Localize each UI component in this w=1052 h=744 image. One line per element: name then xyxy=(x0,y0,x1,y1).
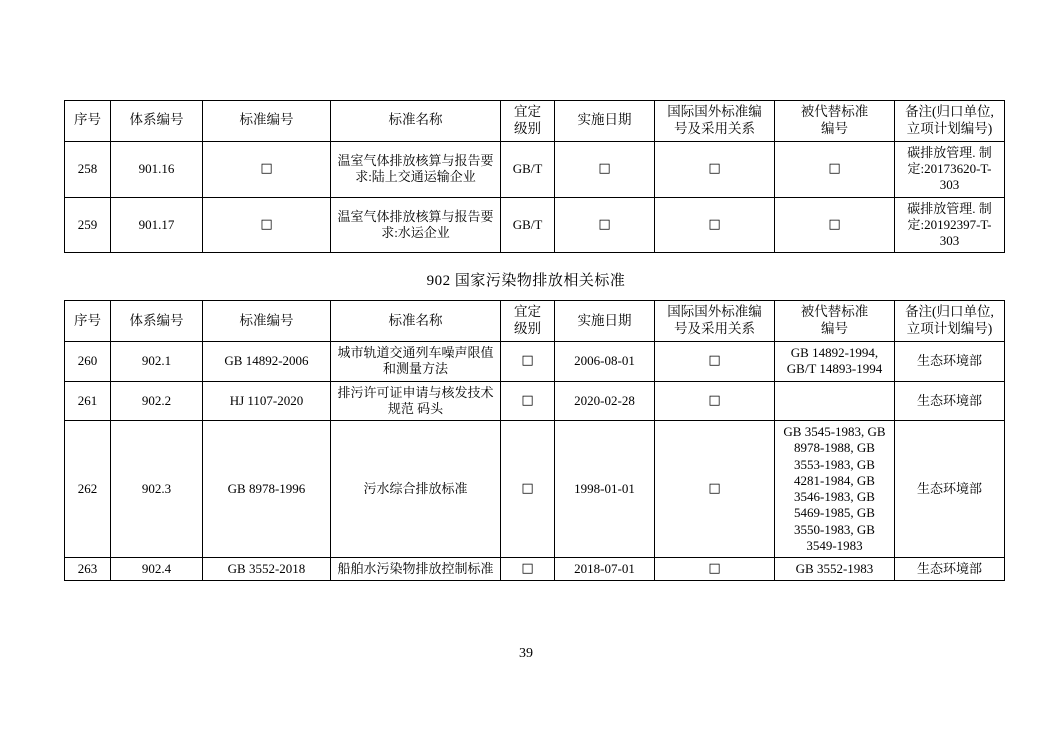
cell-level: □ xyxy=(501,342,555,382)
cell-international: □ xyxy=(655,342,775,382)
cell-system-no: 902.1 xyxy=(111,342,203,382)
header-implement-date: 实施日期 xyxy=(555,101,655,142)
cell-standard-no: GB 14892-2006 xyxy=(203,342,331,382)
cell-standard-name: 城市轨道交通列车噪声限值和测量方法 xyxy=(331,342,501,382)
header-system-no: 体系编号 xyxy=(111,101,203,142)
header-replaced xyxy=(775,101,895,142)
header-international-line1: 国际国外标准编 xyxy=(667,304,762,320)
cell-system-no: 902.4 xyxy=(111,558,203,581)
header-international-line2: 号及采用关系 xyxy=(674,321,755,337)
standards-table-bottom xyxy=(64,300,1005,581)
header-seq: 序号 xyxy=(65,301,111,342)
header-implement-date: 实施日期 xyxy=(555,301,655,342)
header-level-line1: 宜定 xyxy=(514,104,541,119)
cell-international: □ xyxy=(655,197,775,253)
cell-replaced: □ xyxy=(775,141,895,197)
cell-seq: 261 xyxy=(65,381,111,421)
header-replaced xyxy=(775,301,895,342)
header-level xyxy=(501,301,555,342)
cell-replaced: GB 3552-1983 xyxy=(775,558,895,581)
cell-replaced: GB 14892-1994, GB/T 14893-1994 xyxy=(775,342,895,382)
cell-standard-name: 船舶水污染物排放控制标准 xyxy=(331,558,501,581)
cell-level: □ xyxy=(501,558,555,581)
header-level-line2: 级别 xyxy=(514,120,541,136)
header-replaced-line1: 被代替标准 xyxy=(800,104,869,119)
cell-implement-date: 2006-08-01 xyxy=(555,342,655,382)
header-standard-name: 标准名称 xyxy=(331,101,501,142)
cell-system-no: 901.17 xyxy=(111,197,203,253)
table-row xyxy=(65,141,1005,197)
header-level-line2: 级别 xyxy=(514,321,541,337)
cell-standard-no: HJ 1107-2020 xyxy=(203,381,331,421)
cell-note: 生态环境部 xyxy=(895,342,1005,382)
cell-note: 生态环境部 xyxy=(895,421,1005,558)
header-note-line2: 立项计划编号) xyxy=(906,120,993,136)
cell-seq: 262 xyxy=(65,421,111,558)
cell-international: □ xyxy=(655,381,775,421)
cell-system-no: 901.16 xyxy=(111,141,203,197)
cell-implement-date: 2020-02-28 xyxy=(555,381,655,421)
header-international xyxy=(655,101,775,142)
page-number: 39 xyxy=(519,646,533,661)
header-standard-name: 标准名称 xyxy=(331,301,501,342)
cell-replaced: GB 3545-1983, GB 8978-1988, GB 3553-1983, GB 4281-1984, GB 3546-1983, GB 5469-1985, GB 3550-1983, GB 3549-1983 xyxy=(775,421,895,558)
cell-seq: 259 xyxy=(65,197,111,253)
cell-implement-date: □ xyxy=(555,197,655,253)
cell-standard-no: GB 8978-1996 xyxy=(203,421,331,558)
header-note xyxy=(895,301,1005,342)
header-international-line2: 号及采用关系 xyxy=(674,120,755,136)
cell-standard-name: 污水综合排放标准 xyxy=(331,421,501,558)
cell-standard-name: 温室气体排放核算与报告要求:陆上交通运输企业 xyxy=(331,141,501,197)
cell-international: □ xyxy=(655,421,775,558)
standards-table-top xyxy=(64,100,1005,253)
cell-standard-no: GB 3552-2018 xyxy=(203,558,331,581)
cell-level: GB/T xyxy=(501,197,555,253)
cell-implement-date: □ xyxy=(555,141,655,197)
header-international-line1: 国际国外标准编 xyxy=(667,104,762,119)
cell-implement-date: 2018-07-01 xyxy=(555,558,655,581)
cell-standard-no: □ xyxy=(203,197,331,253)
table-row xyxy=(65,197,1005,253)
cell-replaced xyxy=(775,381,895,421)
section-title: 902 国家污染物排放相关标准 xyxy=(426,273,626,290)
header-replaced-line2: 编号 xyxy=(821,120,848,136)
cell-replaced: □ xyxy=(775,197,895,253)
header-standard-no: 标准编号 xyxy=(203,301,331,342)
cell-level: □ xyxy=(501,381,555,421)
cell-note: 生态环境部 xyxy=(895,381,1005,421)
table-row xyxy=(65,381,1005,421)
cell-international: □ xyxy=(655,558,775,581)
header-system-no: 体系编号 xyxy=(111,301,203,342)
header-note-line1: 备注(归口单位, xyxy=(905,104,994,119)
cell-note: 碳排放管理. 制定:20192397-T-303 xyxy=(895,197,1005,253)
cell-note: 生态环境部 xyxy=(895,558,1005,581)
cell-level: □ xyxy=(501,421,555,558)
header-replaced-line2: 编号 xyxy=(821,321,848,337)
header-note-line2: 立项计划编号) xyxy=(906,321,993,337)
header-note xyxy=(895,101,1005,142)
cell-seq: 260 xyxy=(65,342,111,382)
cell-note: 碳排放管理. 制定:20173620-T-303 xyxy=(895,141,1005,197)
header-note-line1: 备注(归口单位, xyxy=(905,304,994,320)
cell-seq: 258 xyxy=(65,141,111,197)
cell-implement-date: 1998-01-01 xyxy=(555,421,655,558)
cell-standard-name: 温室气体排放核算与报告要求:水运企业 xyxy=(331,197,501,253)
header-seq: 序号 xyxy=(65,101,111,142)
table-header-row xyxy=(65,101,1005,142)
table-row xyxy=(65,342,1005,382)
cell-seq: 263 xyxy=(65,558,111,581)
header-international xyxy=(655,301,775,342)
cell-level: GB/T xyxy=(501,141,555,197)
cell-standard-no: □ xyxy=(203,141,331,197)
cell-system-no: 902.3 xyxy=(111,421,203,558)
table-header-row xyxy=(65,301,1005,342)
cell-international: □ xyxy=(655,141,775,197)
cell-system-no: 902.2 xyxy=(111,381,203,421)
header-level-line1: 宜定 xyxy=(514,304,541,320)
table-row xyxy=(65,421,1005,558)
header-standard-no: 标准编号 xyxy=(203,101,331,142)
header-level xyxy=(501,101,555,142)
table-row xyxy=(65,558,1005,581)
header-replaced-line1: 被代替标准 xyxy=(800,304,869,320)
cell-standard-name: 排污许可证申请与核发技术规范 码头 xyxy=(331,381,501,421)
